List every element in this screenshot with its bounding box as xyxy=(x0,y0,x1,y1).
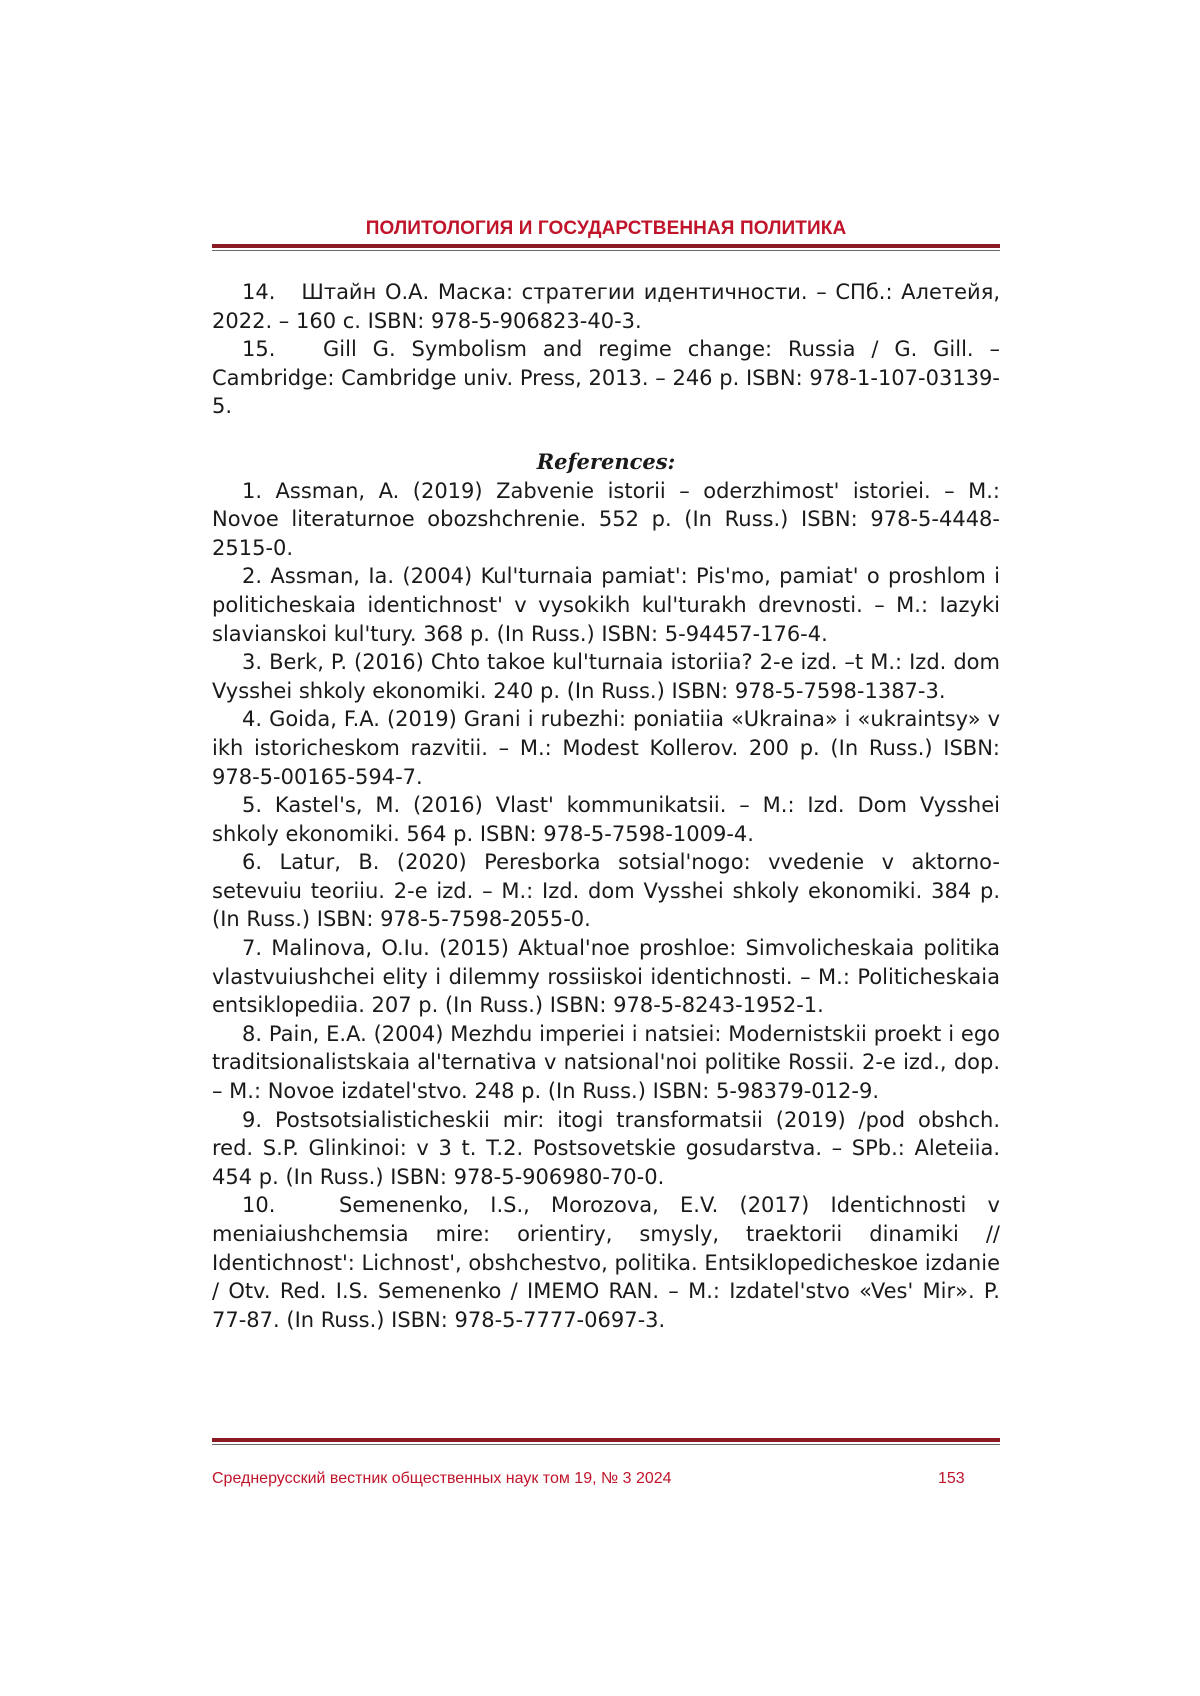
reference-text: Semenenko, I.S., Morozova, E.V. (2017) Identichnosti v meniaiushchemsia mire: orientiry, smysly, traektorii dinamiki // Identichnost': Lichnost', obshchestvo, politika. Entsiklopedicheskoe izdanie / Otv. Red. I.S. Semenenko / IMEMO RAN. – M.: Izdatel'stvo «Ves' Mir». P. 77-87. (In Russ.) ISBN: 978-5-7777-0697-3. xyxy=(212,1193,1000,1332)
reference-entry xyxy=(212,705,1000,791)
reference-entry xyxy=(212,848,1000,934)
reference-list-body xyxy=(212,278,1000,1334)
reference-number: 1. xyxy=(242,478,263,503)
reference-number: 10. xyxy=(242,1193,276,1218)
references-heading: References: xyxy=(536,448,676,474)
reference-entry xyxy=(212,1106,1000,1192)
reference-entry xyxy=(212,1020,1000,1106)
reference-number: 2. xyxy=(242,564,263,589)
reference-text: Pain, E.A. (2004) Mezhdu imperiei i natsiei: Modernistskii proekt i ego traditsionalistskaia al'ternativa v natsional'noi politike Rossii. 2-e izd., dop. – M.: Novoe izdatel'stvo. 248 p. (In Russ.) ISBN: 5-98379-012-9. xyxy=(212,1021,1000,1104)
reference-text: Malinova, O.Iu. (2015) Aktual'noe proshloe: Simvolicheskaia politika vlastvuiushchei elity i dilemmy rossiiskoi identichnosti. – M.: Politicheskaia entsiklopediia. 207 p. (In Russ.) ISBN: 978-5-8243-1952-1. xyxy=(212,936,1000,1018)
reference-number: 15. xyxy=(242,337,276,362)
reference-entry xyxy=(212,335,1000,421)
reference-text: Assman, A. (2019) Zabvenie istorii – oderzhimost' istoriei. – M.: Novoe literaturnoe obozshchrenie. 552 p. (In Russ.) ISBN: 978-5-4448-2515-0. xyxy=(212,478,1000,560)
footer-rule-thick xyxy=(212,1438,1000,1442)
reference-text: Latur, B. (2020) Peresborka sotsial'nogo: vvedenie v aktorno-setevuiu teoriiu. 2-e izd. – M.: Izd. dom Vysshei shkoly ekonomiki. 384 p. (In Russ.) ISBN: 978-5-7598-2055-0. xyxy=(212,850,1000,932)
reference-number: 7. xyxy=(242,936,263,961)
reference-text: Kastel's, M. (2016) Vlast' kommunikatsii. – M.: Izd. Dom Vysshei shkoly ekonomiki. 564 p. ISBN: 978-5-7598-1009-4. xyxy=(212,793,1000,846)
header-rule-thick xyxy=(212,244,1000,248)
reference-text: Postsotsialisticheskii mir: itogi transformatsii (2019) /pod obshch. red. S.P. Glinkinoi: v 3 t. T.2. Postsovetskie gosudarstva. – SPb.: Aleteiia. 454 p. (In Russ.) ISBN: 978-5-906980-70-0. xyxy=(212,1107,1000,1189)
reference-entry xyxy=(212,934,1000,1020)
reference-entry xyxy=(212,278,1000,335)
reference-number: 14. xyxy=(242,280,276,304)
reference-text: Gill G. Symbolism and regime change: Russia / G. Gill. – Cambridge: Cambridge univ. Press, 2013. – 246 p. ISBN: 978-1-107-03139-5. xyxy=(212,337,1000,419)
reference-number: 8. xyxy=(242,1021,263,1046)
footer-journal-citation: Среднерусский вестник общественных наук том 19, № 3 2024 xyxy=(212,1470,672,1487)
running-head-title: ПОЛИТОЛОГИЯ И ГОСУДАРСТВЕННАЯ ПОЛИТИКА xyxy=(365,218,847,239)
reference-number: 5. xyxy=(242,793,263,818)
reference-number: 4. xyxy=(242,707,263,732)
reference-text: Assman, Ia. (2004) Kul'turnaia pamiat': Pis'mo, pamiat' o proshlom i politicheskaia identichnost' v vysokikh kul'turakh drevnosti. – M.: Iazyki slavianskoi kul'tury. 368 p. (In Russ.) ISBN: 5-94457-176-4. xyxy=(212,564,1000,646)
reference-number: 9. xyxy=(242,1107,263,1132)
reference-entry xyxy=(212,648,1000,705)
reference-text: Berk, P. (2016) Chto takoe kul'turnaia istoriia? 2-e izd. –t M.: Izd. dom Vysshei shkoly ekonomiki. 240 p. (In Russ.) ISBN: 978-5-7598-1387-3. xyxy=(212,650,1000,703)
reference-text: Штайн О.А. Маска: стратегии идентичности. – СПб.: Алетейя, 2022. – 160 с. ISBN: 978-5-906823-40-3. xyxy=(212,280,1000,333)
reference-entry xyxy=(212,791,1000,848)
reference-entry xyxy=(212,477,1000,563)
header-rule-thin xyxy=(212,250,1000,251)
reference-entry xyxy=(212,562,1000,648)
page-number: 153 xyxy=(938,1470,965,1487)
footer-rule-thin xyxy=(212,1444,1000,1445)
reference-number: 3. xyxy=(242,650,263,675)
reference-number: 6. xyxy=(242,850,263,875)
reference-text: Goida, F.A. (2019) Grani i rubezhi: poniatiia «Ukraina» i «ukraintsy» v ikh istoricheskom razvitii. – M.: Modest Kollerov. 200 p. (In Russ.) ISBN: 978-5-00165-594-7. xyxy=(212,707,1000,789)
reference-entry xyxy=(212,1191,1000,1334)
